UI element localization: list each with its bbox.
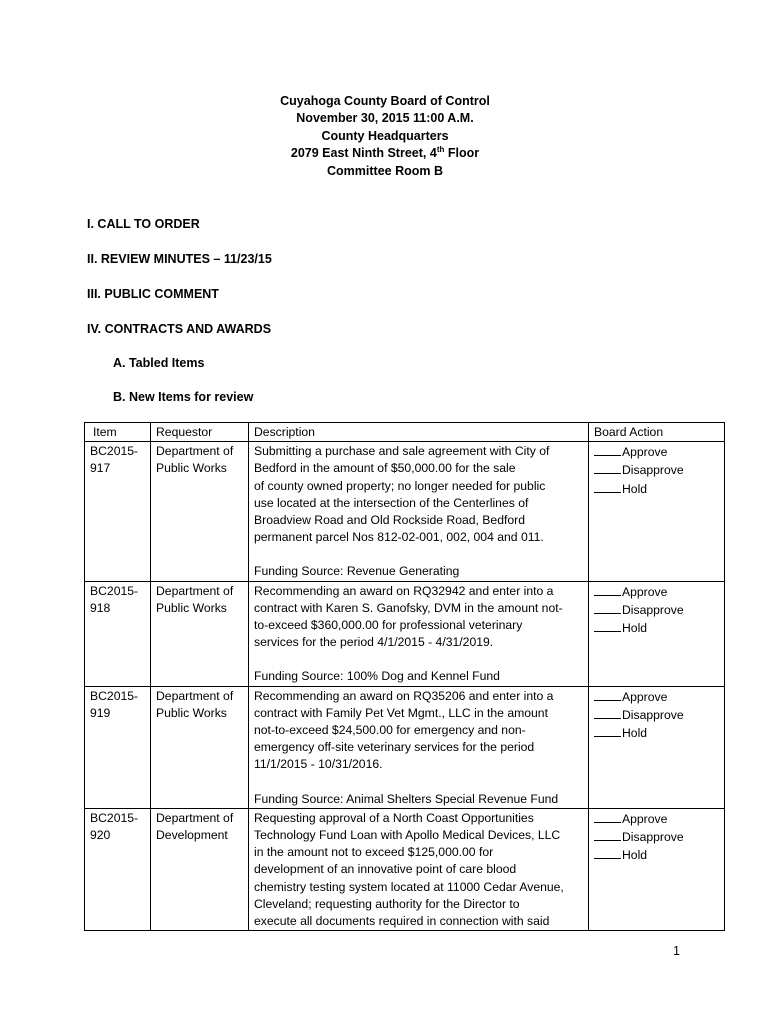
requestor-cell	[151, 686, 249, 808]
spacer	[254, 651, 584, 668]
requestor-line: Public Works	[156, 461, 227, 476]
approve-blank[interactable]	[594, 810, 621, 823]
item-cell	[85, 581, 151, 686]
requestor-cell	[151, 581, 249, 686]
description-line: permanent parcel Nos 812-02-001, 002, 004 and 011.	[254, 530, 544, 545]
description-line: Recommending an award on RQ35206 and enter into a	[254, 688, 554, 703]
description-line: Recommending an award on RQ32942 and enter into a	[254, 583, 554, 598]
hold-label: Hold	[622, 621, 648, 636]
approve-label: Approve	[622, 689, 668, 704]
table-row	[85, 808, 725, 930]
description-line: use located at the intersection of the Centerlines of	[254, 495, 529, 510]
disapprove-option[interactable]	[594, 601, 720, 619]
hold-label: Hold	[622, 481, 648, 496]
item-number-suffix: 918	[90, 600, 111, 615]
description-cell	[249, 808, 589, 930]
disapprove-option[interactable]	[594, 461, 720, 479]
hold-blank[interactable]	[594, 619, 621, 632]
item-number: BC2015-	[90, 810, 139, 825]
board-action-cell	[589, 581, 725, 686]
description-cell	[249, 686, 589, 808]
description-line: not-to-exceed $24,500.00 for emergency and non-	[254, 723, 526, 738]
approve-option[interactable]	[594, 443, 720, 461]
item-number: BC2015-	[90, 583, 139, 598]
hold-option[interactable]	[594, 480, 720, 498]
section-contracts-awards: IV. CONTRACTS AND AWARDS	[87, 322, 272, 336]
section-call-to-order: I. CALL TO ORDER	[87, 217, 200, 231]
approve-blank[interactable]	[594, 688, 621, 701]
funding-source: Funding Source: Revenue Generating	[254, 564, 460, 579]
requestor-line: Public Works	[156, 600, 227, 615]
description-line: execute all documents required in connection with said	[254, 914, 550, 929]
approve-option[interactable]	[594, 688, 720, 706]
requestor-line: Department of	[156, 810, 234, 825]
contracts-table	[84, 422, 725, 931]
hold-option[interactable]	[594, 619, 720, 637]
approve-label: Approve	[622, 445, 668, 460]
board-name: Cuyahoga County Board of Control	[280, 94, 490, 108]
table-row	[85, 581, 725, 686]
board-action-cell	[589, 442, 725, 581]
header-description: Description	[249, 423, 589, 442]
hold-option[interactable]	[594, 846, 720, 864]
requestor-line: Department of	[156, 688, 234, 703]
header-board-action: Board Action	[589, 423, 725, 442]
meeting-room: Committee Room B	[327, 163, 443, 178]
disapprove-blank[interactable]	[594, 601, 621, 614]
disapprove-blank[interactable]	[594, 706, 621, 719]
hold-blank[interactable]	[594, 724, 621, 737]
disapprove-option[interactable]	[594, 706, 720, 724]
description-line: services for the period 4/1/2015 - 4/31/2019.	[254, 635, 494, 650]
description-line: Submitting a purchase and sale agreement with City of	[254, 444, 550, 459]
subsection-new-items: B. New Items for review	[113, 390, 254, 404]
section-review-minutes: II. REVIEW MINUTES – 11/23/15	[87, 252, 272, 266]
approve-option[interactable]	[594, 583, 720, 601]
description-line: to-exceed $360,000.00 for professional veterinary	[254, 618, 523, 633]
meeting-date: November 30, 2015 11:00 A.M.	[296, 111, 474, 126]
description-line: Requesting approval of a North Coast Opportunities	[254, 810, 534, 825]
requestor-line: Department of	[156, 583, 234, 598]
description-line: of county owned property; no longer needed for public	[254, 478, 546, 493]
document-header	[0, 93, 770, 180]
hold-label: Hold	[622, 848, 648, 863]
requestor-line: Development	[156, 828, 228, 843]
description-cell	[249, 581, 589, 686]
item-cell	[85, 686, 151, 808]
meeting-address	[0, 145, 770, 162]
ordinal-suffix: th	[436, 145, 445, 155]
description-line: Bedford in the amount of $50,000.00 for the sale	[254, 461, 516, 476]
section-public-comment: III. PUBLIC COMMENT	[87, 287, 219, 301]
item-cell	[85, 808, 151, 930]
table-row	[85, 686, 725, 808]
page-number: 1	[673, 944, 680, 958]
hold-label: Hold	[622, 726, 648, 741]
description-line: contract with Family Pet Vet Mgmt., LLC in the amount	[254, 705, 548, 720]
header-requestor: Requestor	[151, 423, 249, 442]
funding-source: Funding Source: Animal Shelters Special Revenue Fund	[254, 791, 559, 806]
disapprove-blank[interactable]	[594, 828, 621, 841]
spacer	[254, 774, 584, 791]
spacer	[254, 546, 584, 563]
item-number-suffix: 920	[90, 828, 111, 843]
description-line: Broadview Road and Old Rockside Road, Bedford	[254, 513, 525, 528]
item-number-suffix: 917	[90, 461, 111, 476]
description-line: chemistry testing system located at 11000 Cedar Avenue,	[254, 879, 564, 894]
item-cell	[85, 442, 151, 581]
approve-blank[interactable]	[594, 443, 621, 456]
approve-option[interactable]	[594, 810, 720, 828]
description-line: emergency off-site veterinary services for the period	[254, 740, 535, 755]
item-number-suffix: 919	[90, 705, 111, 720]
description-line: Cleveland; requesting authority for the Director to	[254, 896, 520, 911]
address-text: 2079 East Ninth Street, 4	[290, 146, 437, 161]
approve-blank[interactable]	[594, 583, 621, 596]
disapprove-label: Disapprove	[622, 463, 684, 478]
disapprove-option[interactable]	[594, 828, 720, 846]
meeting-location: County Headquarters	[321, 128, 449, 143]
hold-blank[interactable]	[594, 480, 621, 493]
requestor-cell	[151, 808, 249, 930]
disapprove-label: Disapprove	[622, 707, 684, 722]
hold-option[interactable]	[594, 724, 720, 742]
requestor-cell	[151, 442, 249, 581]
hold-blank[interactable]	[594, 846, 621, 859]
subsection-tabled-items: A. Tabled Items	[113, 356, 205, 370]
item-number: BC2015-	[90, 444, 139, 459]
disapprove-blank[interactable]	[594, 461, 621, 474]
disapprove-label: Disapprove	[622, 830, 684, 845]
approve-label: Approve	[622, 811, 668, 826]
description-line: in the amount not to exceed $125,000.00 for	[254, 845, 494, 860]
description-line: 11/1/2015 - 10/31/2016.	[254, 757, 383, 772]
disapprove-label: Disapprove	[622, 602, 684, 617]
header-item: Item	[85, 423, 151, 442]
approve-label: Approve	[622, 584, 668, 599]
description-line: development of an innovative point of care blood	[254, 862, 517, 877]
item-number: BC2015-	[90, 688, 139, 703]
board-action-cell	[589, 808, 725, 930]
requestor-line: Public Works	[156, 705, 227, 720]
table-header-row	[85, 423, 725, 442]
board-action-cell	[589, 686, 725, 808]
requestor-line: Department of	[156, 444, 234, 459]
description-cell	[249, 442, 589, 581]
description-line: Technology Fund Loan with Apollo Medical Devices, LLC	[254, 828, 561, 843]
address-floor: Floor	[444, 146, 480, 161]
table-row	[85, 442, 725, 581]
funding-source: Funding Source: 100% Dog and Kennel Fund	[254, 669, 500, 684]
description-line: contract with Karen S. Ganofsky, DVM in the amount not-	[254, 600, 563, 615]
